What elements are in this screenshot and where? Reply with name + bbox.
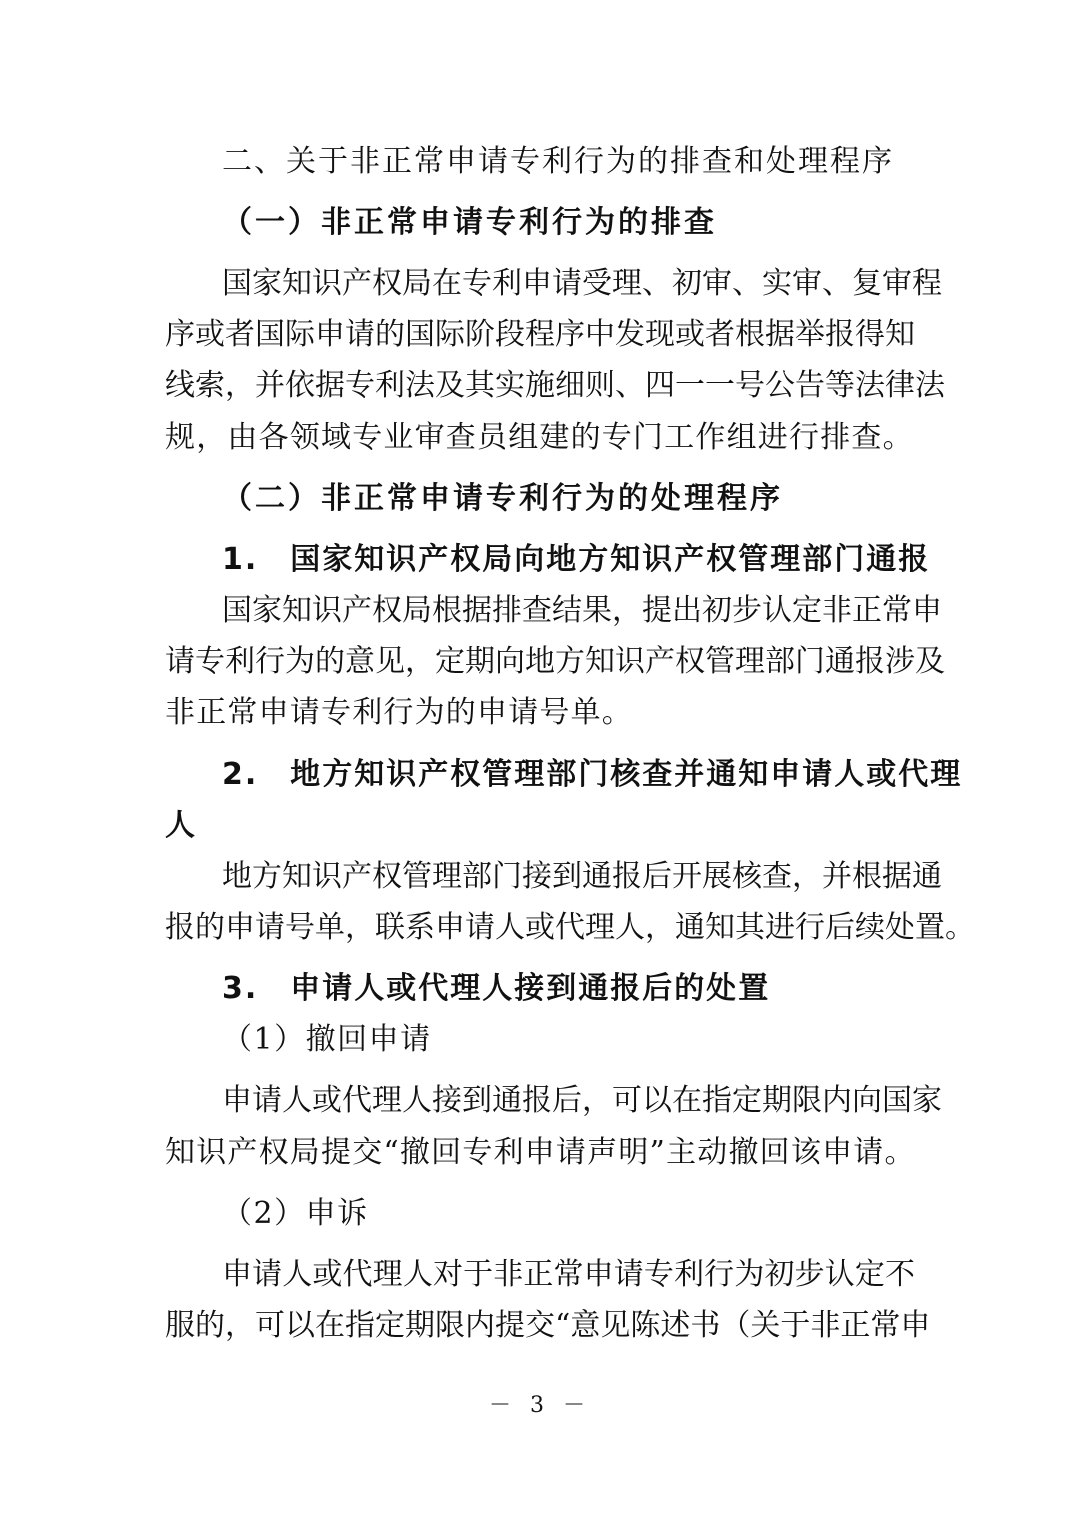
subsection-title-1: （一）非正常申请专利行为的排查 <box>222 205 717 240</box>
paragraph-line: 规，由各领域专业审查员组建的专门工作组进行排查。 <box>165 420 914 455</box>
paragraph-line: 申请人或代理人接到通报后，可以在指定期限内向国家 <box>222 1083 942 1118</box>
page-number: － 3 － <box>489 1393 591 1418</box>
paragraph-line: 非正常申请专利行为的申请号单。 <box>165 695 633 730</box>
option-title-1: （1）撤回申请 <box>222 1022 432 1057</box>
item-title-1: 1. 国家知识产权局向地方知识产权管理部门通报 <box>222 542 931 577</box>
paragraph-line: 国家知识产权局根据排查结果，提出初步认定非正常申 <box>222 593 942 628</box>
item-title-2-cont: 人 <box>165 808 197 843</box>
subsection-title-2: （二）非正常申请专利行为的处理程序 <box>222 481 783 516</box>
paragraph-line: 国家知识产权局在专利申请受理、初审、实审、复审程 <box>222 266 942 301</box>
option-title-2: （2）申诉 <box>222 1196 369 1231</box>
paragraph-line: 服的，可以在指定期限内提交“意见陈述书（关于非正常申 <box>165 1308 931 1343</box>
paragraph-line: 地方知识产权管理部门接到通报后开展核查，并根据通 <box>222 859 942 894</box>
paragraph-line: 线索，并依据专利法及其实施细则、四一一号公告等法律法 <box>165 368 945 403</box>
paragraph-line: 报的申请号单，联系申请人或代理人，通知其进行后续处置。 <box>165 910 975 945</box>
item-title-2: 2. 地方知识产权管理部门核查并通知申请人或代理 <box>222 757 963 792</box>
paragraph-line: 序或者国际申请的国际阶段程序中发现或者根据举报得知 <box>165 317 915 352</box>
paragraph-line: 申请人或代理人对于非正常申请专利行为初步认定不 <box>222 1257 915 1292</box>
section-title: 二、关于非正常申请专利行为的排查和处理程序 <box>222 144 894 179</box>
paragraph-line: 知识产权局提交“撤回专利申请声明”主动撤回该申请。 <box>165 1135 916 1170</box>
paragraph-line: 请专利行为的意见，定期向地方知识产权管理部门通报涉及 <box>165 644 945 679</box>
item-title-3: 3. 申请人或代理人接到通报后的处置 <box>222 971 771 1006</box>
